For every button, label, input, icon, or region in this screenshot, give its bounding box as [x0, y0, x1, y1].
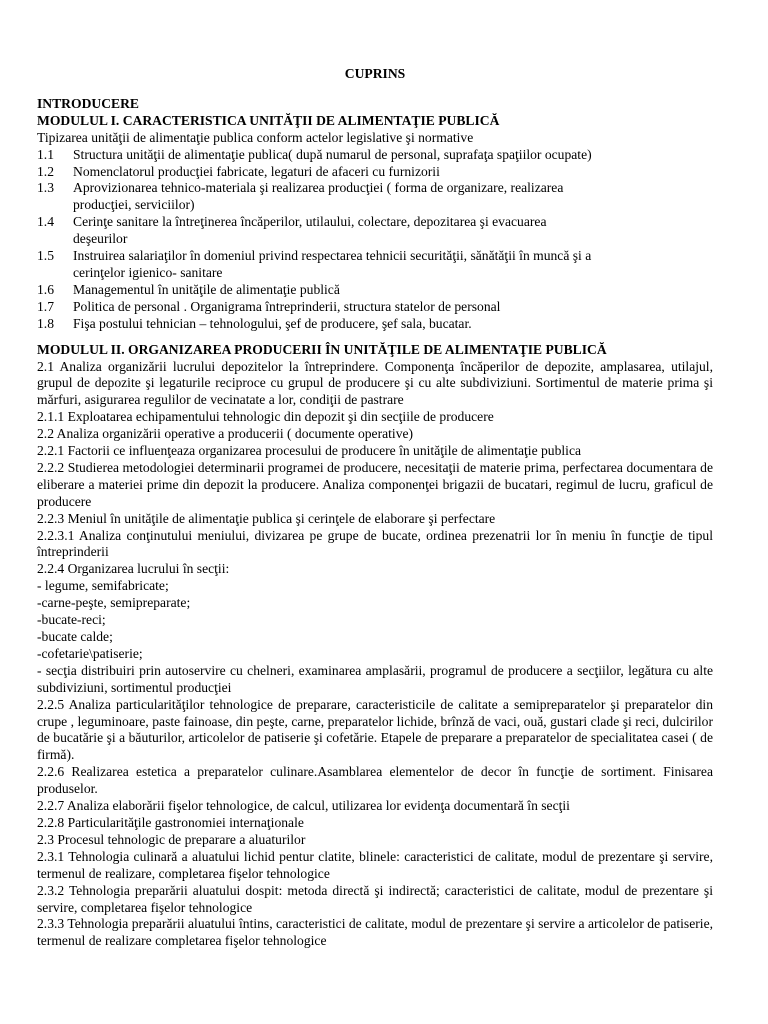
toc-entry: -bucate calde;	[37, 629, 113, 644]
item-number: 1.1	[37, 146, 54, 162]
toc-item	[37, 147, 713, 164]
toc-item-continuation: deşeurilor	[73, 231, 128, 247]
toc-entry: -bucate-reci;	[37, 612, 106, 628]
toc-entry: - secţia distribuiri prin autoservire cu chelneri, examinarea amplasării, programul de producere a secţiilor, legătura cu alte subdiviziuni, sortimentul producţiei	[37, 662, 713, 695]
item-number: 1.6	[37, 281, 54, 297]
toc-item	[37, 164, 713, 181]
toc-item	[37, 282, 713, 299]
toc-entry: 2.3.1 Tehnologia culinară a aluatului lichid pentur clatite, blinele: caracteristici de calitate, modul de prezentare şi servire, termenul de realizare, completarea fişelor tehnologice	[37, 848, 713, 881]
item-number: 1.7	[37, 298, 54, 314]
page-title: CUPRINS	[344, 66, 406, 81]
module-1-heading: MODULUL I. CARACTERISTICA UNITĂŢII DE ALIMENTAŢIE PUBLICĂ	[37, 112, 500, 128]
module-1-subtitle: Tipizarea unităţii de alimentaţie publica conform actelor legislative şi normative	[37, 129, 474, 145]
toc-entry: 2.1.1 Exploatarea echipamentului tehnologic din depozit şi din secţiile de producere	[37, 409, 494, 425]
toc-entry: - legume, semifabricate;	[37, 578, 169, 594]
module-2-list	[37, 359, 713, 951]
document-page	[37, 66, 713, 950]
toc-entry: 2.2.5 Analiza particularităţilor tehnologice de preparare, caracteristicile de calitate a semipreparatelor şi preparatelor din crupe , leguminoare, paste fainoase, din peşte, carne, preparatelor lichide, brînză de vaci, ouă, gustari clade şi reci, dulcirilor de bucatărie şi a băuturilor, articolelor de patiserie şi cofetărie. Etapele de preparare a preparatelor de specialitatea casei ( de firmă).	[37, 696, 713, 763]
toc-item-continuation: producţiei, serviciilor)	[73, 197, 195, 213]
toc-entry: 2.3 Procesul tehnologic de preparare a aluaturilor	[37, 831, 306, 847]
toc-item-continuation: cerinţelor igienico- sanitare	[73, 264, 223, 280]
item-text: Cerinţe sanitare la întreţinerea încăperilor, utilaului, colectare, depozitarea şi evacuarea	[73, 214, 547, 230]
item-number: 1.5	[37, 248, 54, 264]
toc-entry: 2.2.3 Meniul în unităţile de alimentaţie publica şi cerinţele de elaborare şi perfectare	[37, 510, 496, 526]
toc-entry: -carne-peşte, semipreparate;	[37, 595, 191, 611]
toc-item	[37, 248, 713, 265]
item-number: 1.8	[37, 315, 54, 331]
toc-entry: 2.2.2 Studierea metodologiei determinarii programei de producere, necesitaţii de materie prima, perfectarea documentara de eliberare a materiei prime din depozit la producere. Analiza componenţei brigazii de bucatari, regimul de lucru, graficul de producere	[37, 459, 713, 509]
item-number: 1.3	[37, 180, 54, 196]
toc-entry: -cofetarie\patiserie;	[37, 645, 143, 661]
toc-entry: 2.3.3 Tehnologia preparării aluatului întins, caracteristici de calitate, modul de prezentare şi servire a articolelor de patiserie, termenul de realizare completarea fişelor tehnologice	[37, 916, 713, 949]
item-text: Structura unităţii de alimentaţie publica( după numarul de personal, suprafaţa spaţiilor ocupate)	[73, 146, 592, 162]
intro-heading: INTRODUCERE	[37, 95, 139, 111]
item-number: 1.2	[37, 163, 54, 179]
item-number: 1.4	[37, 214, 54, 230]
item-text: Instruirea salariaţilor în domeniul privind respectarea tehnicii securităţii, sănătăţii în muncă şi a	[73, 248, 592, 264]
item-text: Managementul în unităţile de alimentaţie publică	[73, 281, 340, 297]
toc-item	[37, 214, 713, 231]
module-2-heading: MODULUL II. ORGANIZAREA PRODUCERII ÎN UNITĂŢILE DE ALIMENTAŢIE PUBLICĂ	[37, 341, 607, 357]
toc-entry: 2.3.2 Tehnologia preparării aluatului dospit: metoda directă şi indirectă; caracteristici de calitate, modul de prezentare şi servire, completarea fişelor tehnologice	[37, 882, 713, 915]
item-text: Politica de personal . Organigrama întreprinderii, structura statelor de personal	[73, 298, 501, 314]
toc-entry: 2.2 Analiza organizării operative a producerii ( documente operative)	[37, 426, 414, 442]
toc-entry: 2.1 Analiza organizării lucrului depozitelor la întreprindere. Componenţa încăperilor de depozite, amplasarea, utilajul, grupul de depozite şi legaturile reciproce cu grupul de producere şi cu alte subdiviziuni. Sortimentul de materie prima şi mărfuri, asigurarea regulilor de vecinatate a lor, condiţii de pastrare	[37, 358, 713, 408]
toc-item	[37, 180, 713, 197]
toc-entry: 2.2.6 Realizarea estetica a preparatelor culinare.Asamblarea elementelor de decor în funcţie de sortiment. Finisarea produselor.	[37, 764, 713, 797]
toc-item	[37, 299, 713, 316]
item-text: Aprovizionarea tehnico-materiala şi realizarea producţiei ( forma de organizare, realizarea	[73, 180, 564, 196]
item-text: Fişa postului tehnician – tehnologului, şef de producere, şef sala, bucatar.	[73, 315, 472, 331]
toc-entry: 2.2.1 Factorii ce influenţeaza organizarea procesului de producere în unităţile de alimentaţie publica	[37, 443, 582, 459]
toc-entry: 2.2.8 Particularităţile gastronomiei internaţionale	[37, 814, 304, 830]
toc-item	[37, 316, 713, 333]
toc-entry: 2.2.7 Analiza elaborării fişelor tehnologice, de calcul, utilizarea lor evidenţa documentară în secţii	[37, 798, 570, 814]
item-text: Nomenclatorul producţiei fabricate, legaturi de afaceri cu furnizorii	[73, 163, 440, 179]
toc-entry: 2.2.4 Organizarea lucrului în secţii:	[37, 561, 230, 577]
toc-entry: 2.2.3.1 Analiza conţinutului meniului, divizarea pe grupe de bucate, ordinea prezenatrii lor în meniu în funcţie de tipul întreprinderii	[37, 527, 713, 560]
module-1-list	[37, 147, 713, 333]
